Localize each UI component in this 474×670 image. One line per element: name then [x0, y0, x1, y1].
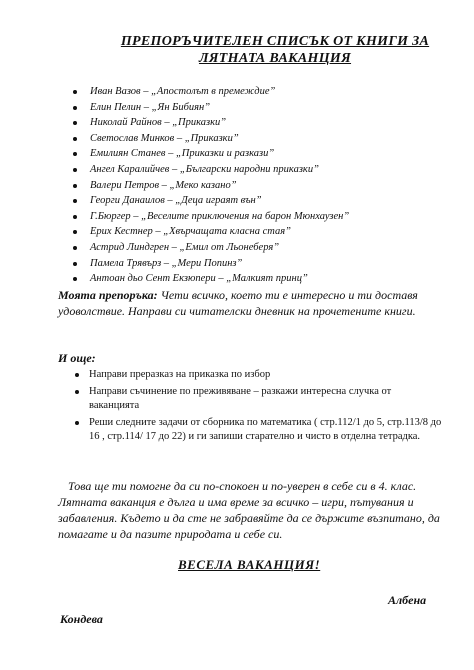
book-item [70, 224, 349, 240]
bullet-icon [73, 152, 77, 156]
bullet-icon [75, 421, 79, 425]
recommendation-label: Моята препоръка: [58, 288, 158, 302]
bullet-icon [75, 390, 79, 394]
book-text: Ангел Каралийчев – „Български народни приказки” [90, 163, 319, 175]
farewell-heading: ВЕСЕЛА ВАКАНЦИЯ! [178, 557, 321, 572]
task-text: Направи преразказ на приказка по избор [89, 369, 271, 380]
book-text: Елин Пелин – „Ян Бибиян” [90, 101, 211, 113]
book-text: Г.Бюргер – „Веселите приключения на барон Мюнхаузен” [90, 210, 350, 222]
recommendation-text: Чети всичко, което ти е интересно и ти доставя удоволствие. Направи си читателски дневник на прочетените книги. [58, 288, 418, 318]
bullet-icon [73, 277, 77, 281]
recommendation-paragraph [58, 287, 443, 319]
bullet-icon [73, 137, 77, 141]
book-item [70, 84, 349, 100]
book-text: Ерих Кестнер – „Хвърчащата класна стая” [90, 226, 291, 238]
author-last-name: Кондева [60, 612, 103, 626]
task-item [72, 385, 442, 414]
book-text: Георги Данаилов – „Деца играят вън” [90, 195, 262, 207]
bullet-icon [73, 168, 77, 172]
task-text: Реши следните задачи от сборника по математика ( стр.112/1 до 5, стр.113/8 до 16 , стр.114/ 17 до 22) и ги запиши старателно и чисто в отделна тетрадка. [89, 416, 442, 443]
book-item [70, 115, 349, 131]
bullet-icon [73, 121, 77, 125]
bullet-icon [73, 230, 77, 234]
bullet-icon [75, 373, 79, 377]
book-text: Николай Райнов – „Приказки” [90, 117, 227, 129]
book-item [70, 193, 349, 209]
bullet-icon [73, 262, 77, 266]
bullet-icon [73, 90, 77, 94]
book-item [70, 100, 349, 116]
book-text: Антоан дьо Сент Екзюпери – „Малкият принц” [90, 273, 308, 285]
book-text: Памела Трявърз – „Мери Попинз” [90, 257, 243, 269]
more-heading: И още: [58, 351, 96, 365]
book-item [70, 162, 349, 178]
book-item [70, 271, 349, 287]
book-item [70, 178, 349, 194]
author-first-name: Албена [388, 593, 427, 607]
book-text: Светослав Минков – „Приказки” [90, 132, 239, 144]
book-text: Астрид Линдгрен – „Емил от Льонеберя” [90, 241, 280, 253]
task-list [72, 368, 442, 447]
book-text: Иван Вазов – „Апостолът в премеждие” [90, 86, 276, 97]
document-title: ПРЕПОРЪЧИТЕЛЕН СПИСЪК ОТ КНИГИ ЗА ЛЯТНАТА ВАКАНЦИЯ [120, 34, 430, 66]
bullet-icon [73, 246, 77, 250]
book-text: Валери Петров – „Меко казано” [90, 179, 237, 191]
book-item [70, 256, 349, 272]
task-item [72, 368, 442, 383]
task-text: Направи съчинение по преживяване – разкажи интересна случка от ваканцията [89, 385, 392, 412]
bullet-icon [73, 184, 77, 188]
book-list [70, 84, 349, 287]
book-item [70, 131, 349, 147]
bullet-icon [73, 199, 77, 203]
book-text: Емилиян Станев – „Приказки и разкази” [90, 148, 275, 160]
task-item [72, 416, 442, 445]
book-item [70, 240, 349, 256]
book-item [70, 146, 349, 162]
book-item [70, 209, 349, 225]
bullet-icon [73, 215, 77, 219]
bullet-icon [73, 106, 77, 110]
closing-paragraph: Това ще ти помогне да си по-спокоен и по-уверен в себе си в 4. клас. Лятната ваканция е дълга и има време за всичко – игри, пътувания и забавления. Където и да сте не забравяйте да се държите възпитано, да помагате и да пазите природата и себе си. [58, 479, 440, 541]
